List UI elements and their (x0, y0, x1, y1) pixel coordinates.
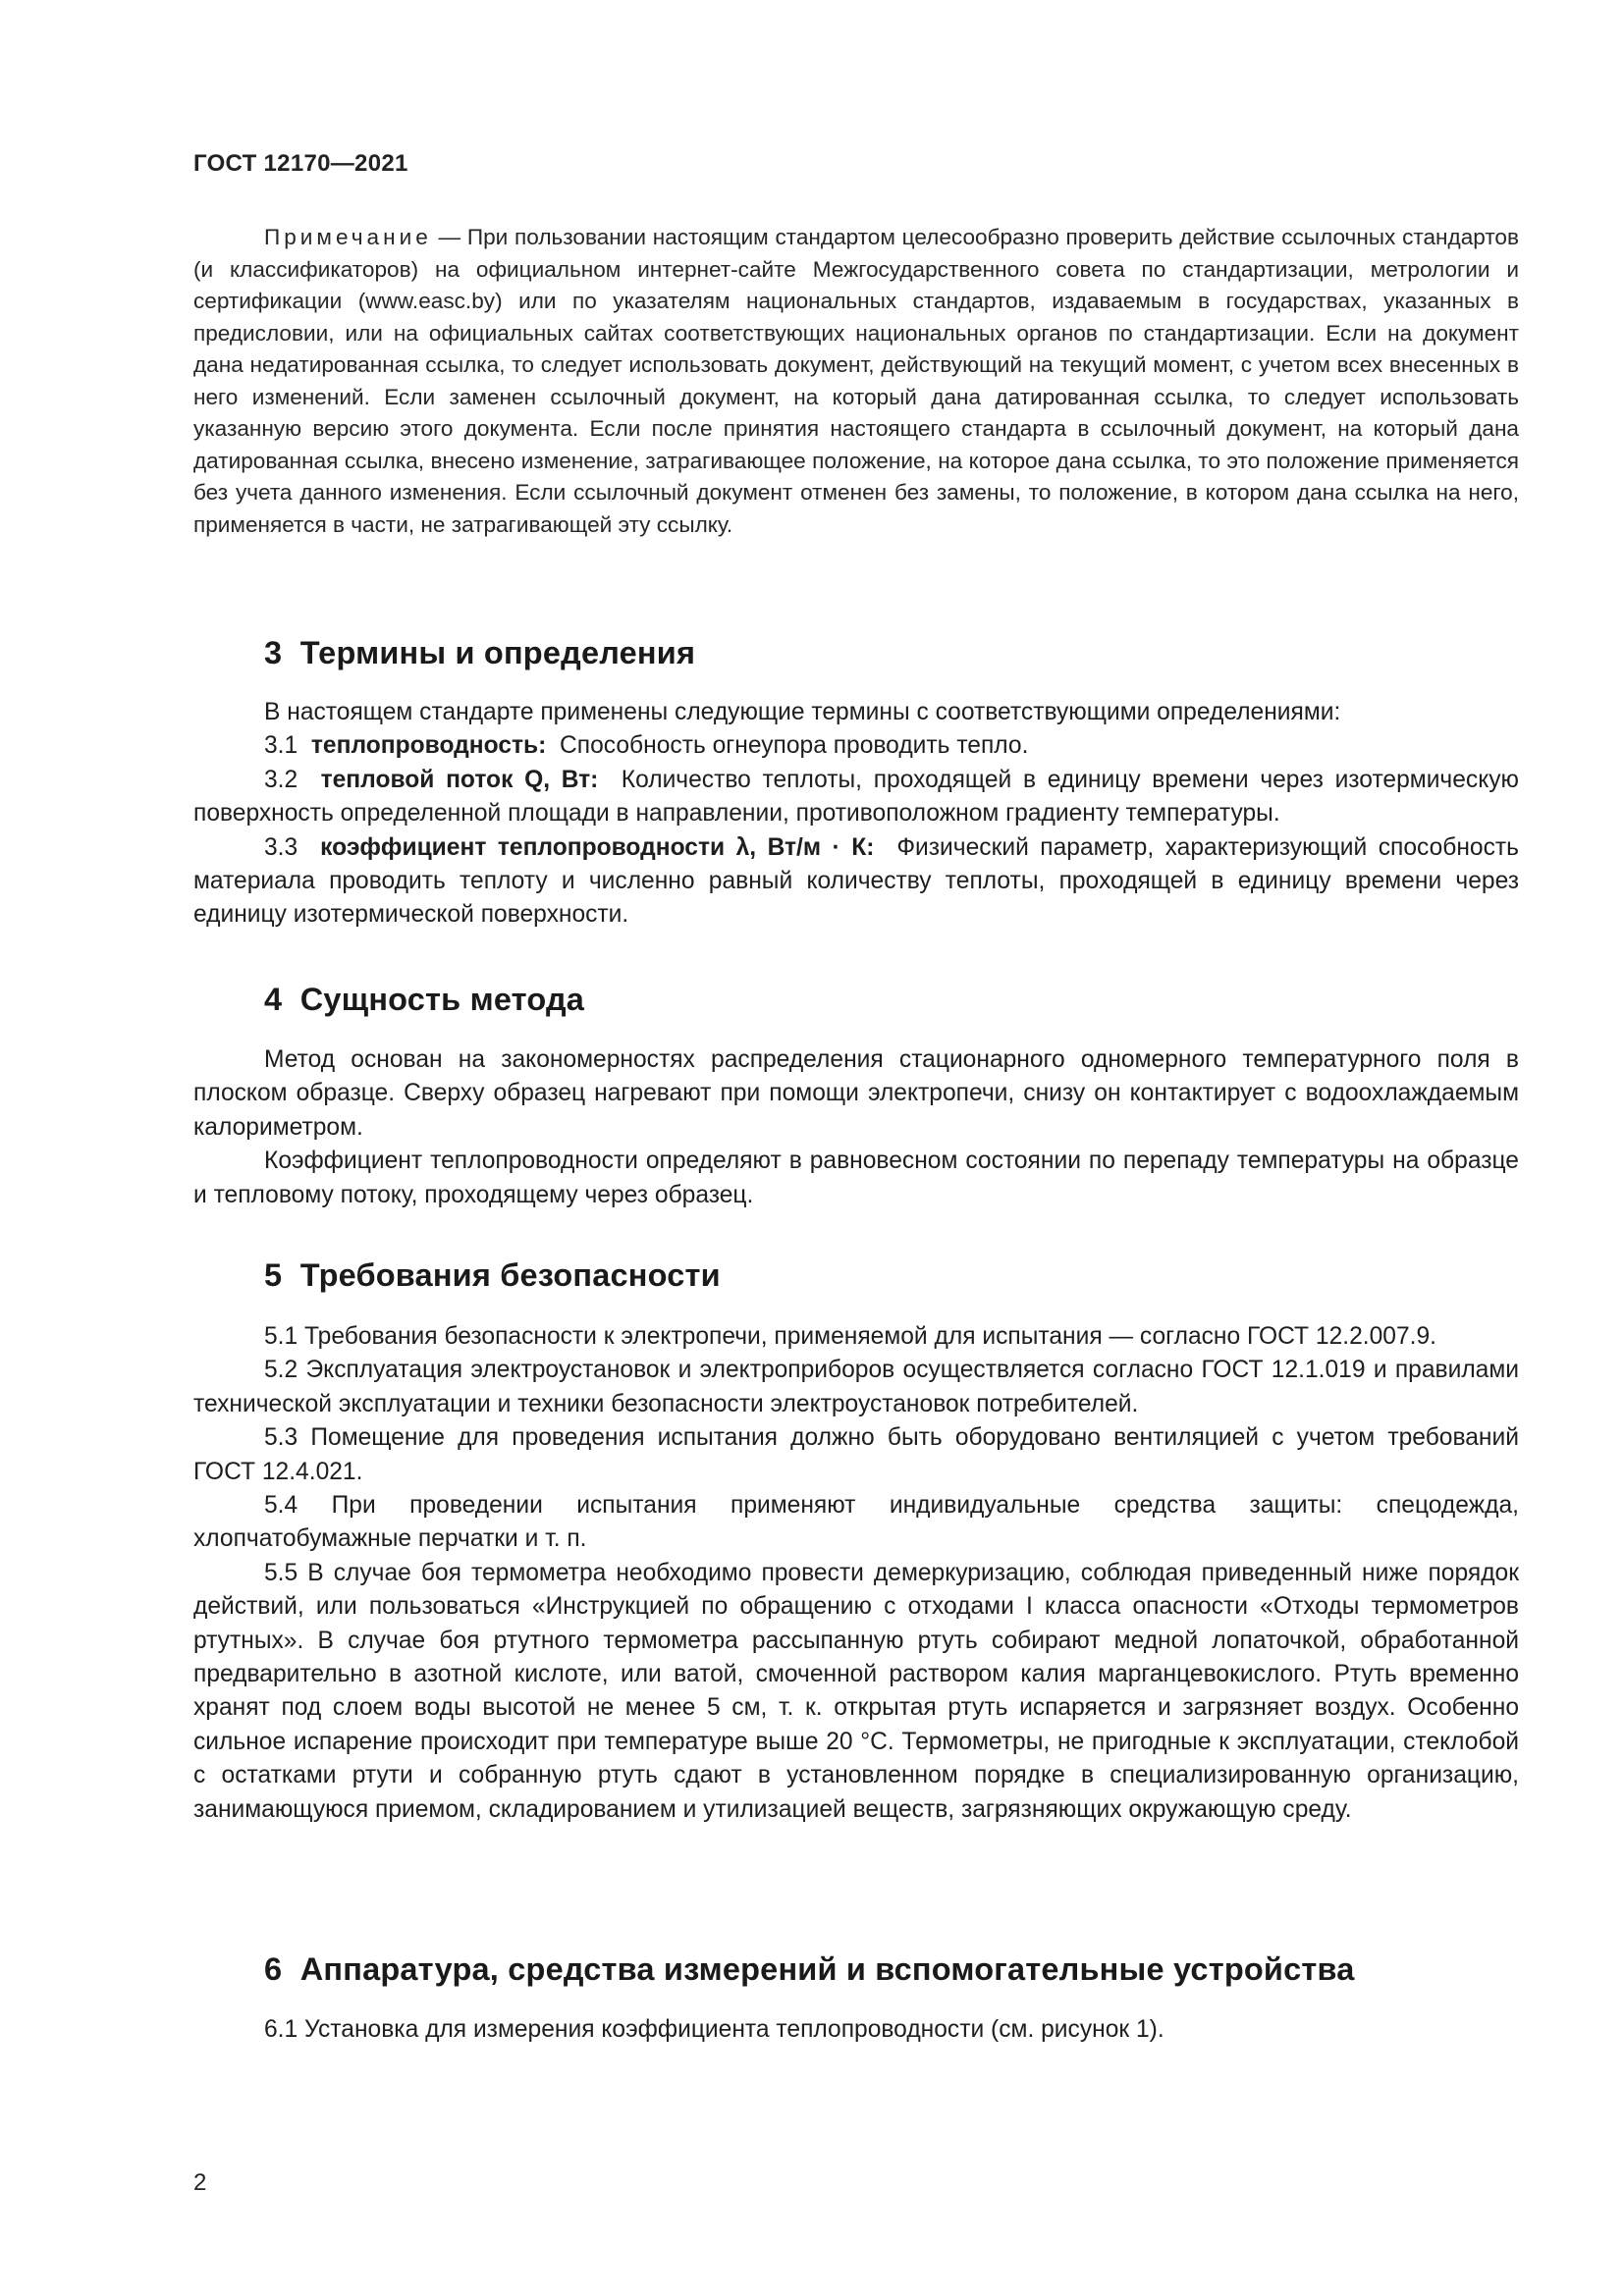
section-3-body (193, 696, 1519, 933)
note-text: — При пользовании настоящим стандартом целесообразно проверить действие ссылочных стандартов (и классификаторов) на официальном интернет-сайте Межгосударственного совета по стандартизации, метрологии и сертификации (www.easc.by) или по указателям национальных стандартов, издаваемым в государствах, указанных в предисловии, или на официальных сайтах соответствующих национальных органов по стандартизации. Если на документ дана недатированная ссылка, то следует использовать документ, действующий на текущий момент, с учетом всех внесенных в него изменений. Если заменен ссылочный документ, на который дана датированная ссылка, то следует использовать указанную версию этого документа. Если после принятия настоящего стандарта в ссылочный документ, на который дана датированная ссылка, внесено изменение, затрагивающее положение, на которое дана ссылка, то это положение применяется без учета данного изменения. Если ссылочный документ отменен без замены, то положение, в котором дана ссылка на него, применяется в части, не затрагивающей эту ссылку. (193, 225, 1519, 537)
section-6-heading (264, 1951, 1355, 1988)
section-4-number: 4 (264, 982, 283, 1017)
section-5-number: 5 (264, 1257, 283, 1293)
paragraph: 5.5 В случае боя термометра необходимо провести демеркуризацию, соблюдая приведенный ниже порядок действий, или пользоваться «Инструкцией по обращению с отходами I класса опасности «Отходы термометров ртутных». В случае боя ртутного термометра рассыпанную ртуть собирают медной лопаточкой, обработанной предварительно в азотной кислоте, или ватой, смоченной раствором калия марганцевокислого. Ртуть временно хранят под слоем воды высотой не менее 5 см, т. к. открытая ртуть испаряется и загрязняет воздух. Особенно сильное испарение происходит при температуре выше 20 °С. Термометры, не пригодные к эксплуатации, стеклобой с остатками ртути и собранную ртуть сдают в установленном порядке в специализированную организацию, занимающуюся приемом, складированием и утилизацией веществ, загрязняющих окружающую среду. (193, 1559, 1519, 1823)
section-4-title: Сущность метода (299, 982, 585, 1017)
paragraph: Коэффициент теплопроводности определяют в равновесном состоянии по перепаду температуры на образце и тепловому потоку, проходящему через образец. (193, 1148, 1519, 1208)
section-3-title: Термины и определения (299, 635, 696, 670)
paragraph: 5.4 При проведении испытания применяют индивидуальные средства защиты: спецодежда, хлопчатобумажные перчатки и т. п. (193, 1492, 1519, 1553)
section-6-title: Аппаратура, средства измерений и вспомогательные устройства (299, 1951, 1355, 1987)
term-definition: Количество теплоты, проходящей в единицу времени через изотермическую поверхность определенной площади в направлении, противоположном градиенту температуры. (193, 766, 1520, 828)
section-3-number: 3 (264, 635, 283, 670)
section-6-number: 6 (264, 1951, 283, 1987)
term-name: коэффициент теплопроводности λ, Вт/м · К: (320, 833, 875, 861)
term-item (193, 729, 1519, 763)
note-label: Примечание (264, 225, 432, 249)
paragraph: 5.2 Эксплуатация электроустановок и электроприборов осуществляется согласно ГОСТ 12.1.019 и правилами технической эксплуатации и техники безопасности электроустановок потребителей. (193, 1357, 1519, 1417)
term-item (193, 764, 1519, 831)
paragraph: 5.1 Требования безопасности к электропечи, применяемой для испытания — согласно ГОСТ 12.2.007.9. (264, 1323, 1436, 1350)
section-5-heading (264, 1257, 721, 1294)
section-3-heading (264, 635, 695, 671)
reference-note (193, 222, 1519, 541)
paragraph: 5.3 Помещение для проведения испытания должно быть оборудовано вентиляцией с учетом требований ГОСТ 12.4.021. (193, 1424, 1519, 1485)
term-definition: Физический параметр, характеризующий способность материала проводить теплоту и численно равный количеству теплоты, проходящей в единицу времени через единицу изотермической поверхности. (193, 833, 1519, 929)
term-number: 3.2 (264, 766, 298, 793)
term-definition: Способность огнеупора проводить тепло. (560, 732, 1029, 760)
section-5-body (193, 1320, 1519, 1827)
section-4-heading (264, 982, 584, 1018)
term-name: теплопроводность: (310, 732, 547, 760)
term-item (193, 831, 1519, 933)
section-3-intro: В настоящем стандарте применены следующие термины с соответствующими определениями: (264, 699, 1341, 725)
document-header-id: ГОСТ 12170—2021 (193, 150, 408, 177)
term-number: 3.3 (264, 833, 298, 861)
page-number: 2 (193, 2169, 207, 2196)
term-name: тепловой поток Q, Вт: (320, 766, 599, 793)
section-4-body (193, 1043, 1519, 1212)
section-6-body (193, 2013, 1519, 2047)
term-number: 3.1 (264, 732, 298, 760)
paragraph: 6.1 Установка для измерения коэффициента теплопроводности (см. рисунок 1). (264, 2016, 1164, 2043)
paragraph: Метод основан на закономерностях распределения стационарного одномерного температурного поля в плоском образце. Сверху образец нагревают при помощи электропечи, снизу он контактирует с водоохлаждаемым калориметром. (193, 1046, 1519, 1141)
section-5-title: Требования безопасности (299, 1257, 721, 1293)
